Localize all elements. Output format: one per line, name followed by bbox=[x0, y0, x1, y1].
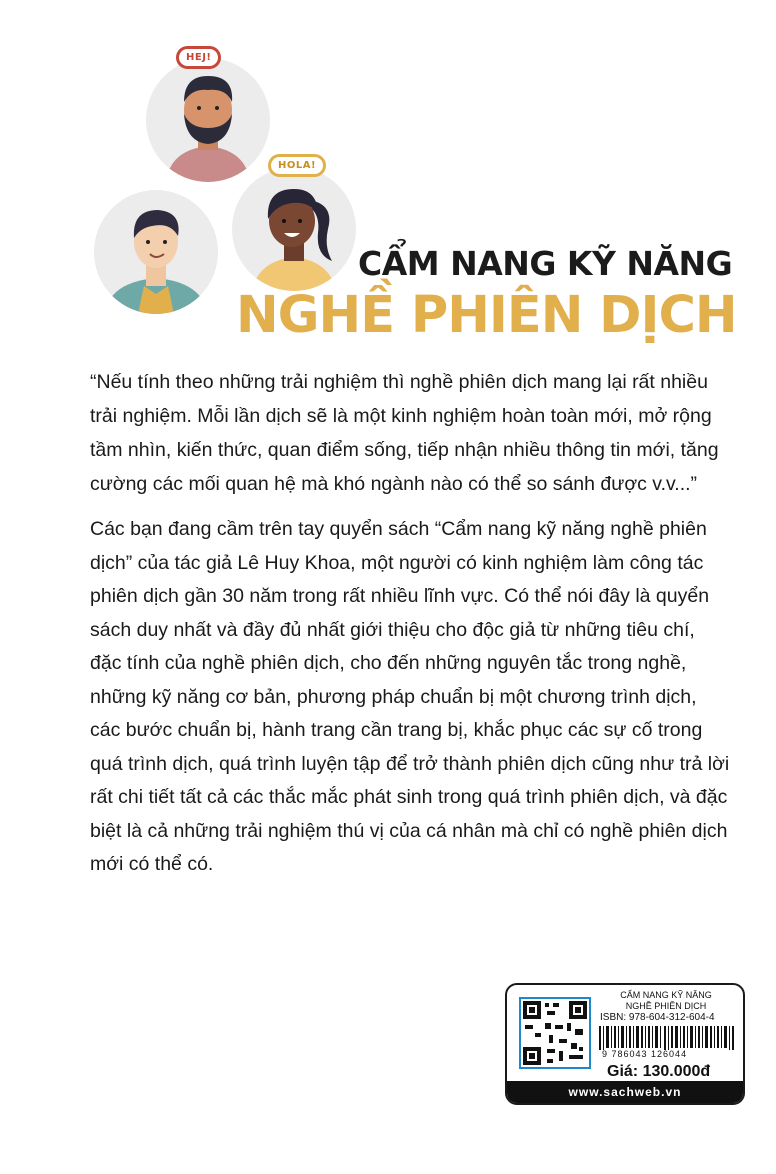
speech-bubble-hola: HOLA! bbox=[268, 154, 326, 177]
barcode-number: 9 786043 126044 bbox=[602, 1049, 688, 1059]
description-paragraph bbox=[90, 513, 730, 882]
isbn-text: ISBN: 978-604-312-604-4 bbox=[600, 1012, 715, 1023]
title-line-1: CẨM NANG KỸ NĂNG bbox=[358, 244, 733, 283]
quote-text: “Nếu tính theo những trải nghiệm thì nghề phiên dịch mang lại rất nhiều trải nghiệm. Mỗi lần dịch sẽ là một kinh nghiệm hoàn toàn mới, mở rộng tầm nhìn, kiến thức, quan điểm sống, tiếp nhận nhiều thông tin mới, tăng cường các mối quan hệ mà khó ngành nào có thể so sánh được v.v...” bbox=[90, 371, 719, 495]
title-line-2: NGHỀ PHIÊN DỊCH bbox=[236, 286, 737, 345]
barcode-book-title bbox=[595, 990, 737, 1012]
barcode-title-line-2: NGHỀ PHIÊN DỊCH bbox=[625, 1001, 707, 1011]
barcode-bars bbox=[597, 1026, 735, 1050]
quote-paragraph bbox=[90, 365, 730, 501]
description-text: Các bạn đang cầm trên tay quyển sách “Cẩm nang kỹ năng nghề phiên dịch” của tác giả Lê Huy Khoa, một người có kinh nghiệm làm công tác phiên dịch gần 30 năm trong rất nhiều lĩnh vực. Có thể nói đây là quyển sách duy nhất và đầy đủ nhất giới thiệu cho độc giả từ những tiêu chí, đặc tính của nghề phiên dịch, cho đến những nguyên tắc trong nghề, những kỹ năng cơ bản, phương pháp chuẩn bị một chương trình dịch, các bước chuẩn bị, hành trang cần trang bị, khắc phục các sự cố trong quá trình dịch, quá trình luyện tập để trở thành phiên dịch cũng như trả lời rất chi tiết tất cả các thắc mắc phát sinh trong quá trình phiên dịch, và đặc biệt là cả những trải nghiệm thú vị của cá nhân mà chỉ có nghề phiên dịch mới có thể có. bbox=[90, 518, 730, 875]
avatar-bearded-man bbox=[146, 58, 270, 182]
speech-bubble-hej: HEJ! bbox=[176, 46, 221, 69]
barcode-label bbox=[505, 983, 745, 1105]
avatar-woman bbox=[232, 167, 356, 291]
website-url[interactable]: www.sachweb.vn bbox=[507, 1081, 743, 1103]
avatar-young-man bbox=[94, 190, 218, 314]
qr-code bbox=[519, 997, 591, 1069]
price: Giá: 130.000đ bbox=[607, 1063, 711, 1080]
barcode-title-line-1: CẨM NANG KỸ NĂNG bbox=[620, 990, 712, 1000]
